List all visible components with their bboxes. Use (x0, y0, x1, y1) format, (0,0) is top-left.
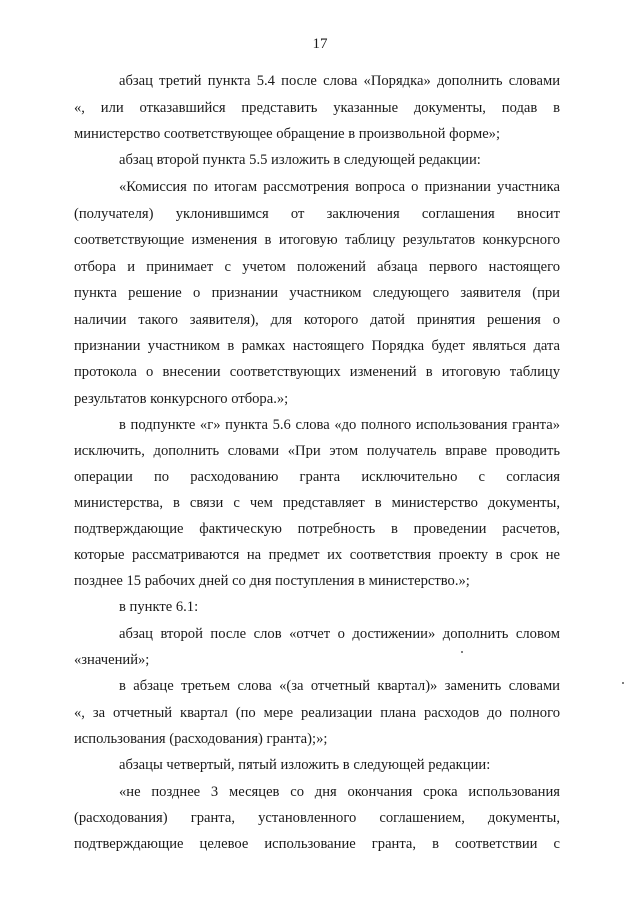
text-line: наличии такого заявителя), для которого датой принятия решения о (74, 312, 560, 328)
text-line: (получателя) уклонившимся от заключения соглашения вносит (74, 206, 560, 222)
text-line: «значений»; (74, 652, 150, 668)
text-line: (расходования) гранта, установленного соглашением, документы, (74, 810, 560, 826)
text-line: отбора и принимает с учетом положений абзаца первого настоящего (74, 259, 560, 275)
text-line: «не позднее 3 месяцев со дня окончания срока использования (119, 784, 560, 800)
text-line: абзацы четвертый, пятый изложить в следующей редакции: (119, 757, 491, 773)
scan-speck (461, 651, 463, 653)
text-line: использования (расходования) гранта);»; (74, 731, 328, 747)
text-line: результатов конкурсного отбора.»; (74, 391, 289, 407)
text-line: министерство соответствующее обращение в произвольной форме»; (74, 126, 501, 142)
text-line: в пункте 6.1: (119, 599, 199, 615)
text-line: «Комиссия по итогам рассмотрения вопроса о признании участника (119, 179, 560, 195)
text-line: протокола о внесении соответствующих изменений в итоговую таблицу (74, 364, 560, 380)
text-line: абзац второй после слов «отчет о достижении» дополнить словом (119, 626, 560, 642)
text-line: которые рассматриваются на предмет их соответствия проекту в срок не (74, 547, 560, 563)
text-line: исключить, дополнить словами «При этом получатель вправе проводить (74, 443, 560, 459)
text-line: позднее 15 рабочих дней со дня поступления в министерство.»; (74, 573, 470, 589)
text-line: признании участником в рамках настоящего Порядка будет являться дата (74, 338, 560, 354)
text-line: министерства, в связи с чем представляет в министерство документы, (74, 495, 560, 511)
text-line: операции по расходованию гранта исключительно с согласия (74, 469, 560, 485)
text-line: пункта решение о признании участником следующего заявителя (при (74, 285, 560, 301)
text-line: «, за отчетный квартал (по мере реализации плана расходов до полного (74, 705, 560, 721)
text-line: подтверждающие целевое использование гранта, в соответствии с (74, 836, 560, 852)
text-line: абзац второй пункта 5.5 изложить в следующей редакции: (119, 152, 481, 168)
text-line: абзац третий пункта 5.4 после слова «Порядка» дополнить словами (119, 73, 560, 89)
text-line: подтверждающие фактическую потребность в проведении расчетов, (74, 521, 560, 537)
scan-speck (622, 682, 624, 684)
page-number: 17 (312, 36, 328, 52)
text-line: «, или отказавшийся представить указанные документы, подав в (74, 100, 560, 116)
text-line: в подпункте «г» пункта 5.6 слова «до полного использования гранта» (119, 417, 560, 433)
text-line: в абзаце третьем слова «(за отчетный квартал)» заменить словами (119, 678, 560, 694)
text-line: соответствующие изменения в итоговую таблицу результатов конкурсного (74, 232, 560, 248)
